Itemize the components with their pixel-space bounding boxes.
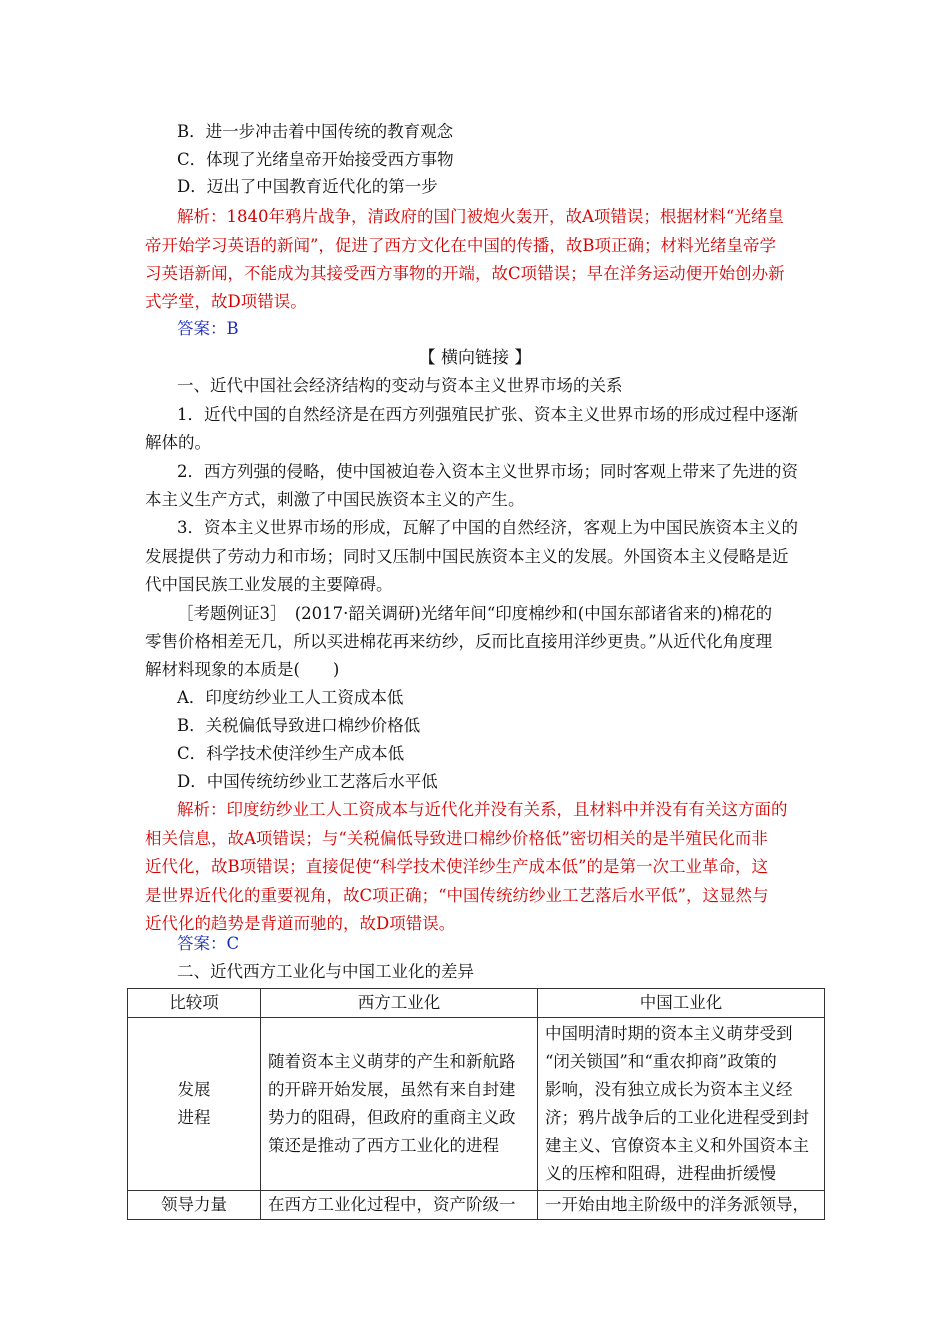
cell-line: 济；鸦片战争后的工业化进程受到封: [545, 1108, 809, 1127]
table-header-cell: 中国工业化: [538, 989, 825, 1018]
answer: 答案：C: [177, 934, 240, 953]
cell-line: 策还是推动了西方工业化的进程: [268, 1136, 499, 1155]
row-label: 领导力量: [128, 1191, 261, 1220]
table-cell-china: [538, 1018, 825, 1191]
table-header-cell: 西方工业化: [261, 989, 538, 1018]
analysis-line: 近代化，故B项错误；直接促使“科学技术使洋纱生产成本低”的是第一次工业革命，这: [145, 857, 768, 876]
table-cell-west: 在西方工业化过程中，资产阶级一: [261, 1191, 538, 1220]
paragraph-line: 3．资本主义世界市场的形成，瓦解了中国的自然经济，客观上为中国民族资本主义的: [177, 518, 798, 537]
analysis-line: 习英语新闻，不能成为其接受西方事物的开端，故C项错误；早在洋务运动便开始创办新: [145, 264, 785, 283]
row-label-line: 发展: [177, 1080, 211, 1099]
paragraph-line: 发展提供了劳动力和市场；同时又压制中国民族资本主义的发展。外国资本主义侵略是近: [145, 547, 789, 566]
cell-line: 中国明清时期的资本主义萌芽受到: [545, 1024, 793, 1043]
paragraph-line: 代中国民族工业发展的主要障碍。: [145, 575, 393, 594]
paragraph-line: 解体的。: [145, 433, 211, 452]
option-b: B．关税偏低导致进口棉纱价格低: [177, 716, 421, 735]
paragraph-line: 2．西方列强的侵略，使中国被迫卷入资本主义世界市场；同时客观上带来了先进的资: [177, 462, 798, 481]
cell-line: 势力的阻碍，但政府的重商主义政: [268, 1108, 516, 1127]
analysis-line: 式学堂，故D项错误。: [145, 292, 307, 311]
paragraph-line: 本主义生产方式，刺激了中国民族资本主义的产生。: [145, 490, 525, 509]
answer: 答案：B: [177, 319, 239, 338]
table-row: [128, 1191, 825, 1220]
analysis-line: 帝开始学习英语的新闻”，促进了西方文化在中国的传播，故B项正确；材料光绪皇帝学: [145, 236, 777, 255]
section-title: 一、近代中国社会经济结构的变动与资本主义世界市场的关系: [177, 376, 623, 395]
analysis-line: 解析：1840年鸦片战争，清政府的国门被炮火轰开，故A项错误；根据材料“光绪皇: [177, 207, 784, 226]
section-heading: 【 横向链接 】: [418, 348, 532, 368]
comparison-table: [127, 988, 825, 1220]
analysis-line: 解析：印度纺纱业工人工资成本与近代化并没有关系，且材料中并没有有关这方面的: [177, 800, 788, 819]
option-a: A．印度纺纱业工人工资成本低: [177, 688, 404, 707]
table-header-cell: 比较项: [128, 989, 261, 1018]
question-stem: ［考题例证3］ (2017·韶关调研)光绪年间“印度棉纱和(中国东部诸省来的)棉花的: [177, 604, 773, 623]
option-d: D．中国传统纺纱业工艺落后水平低: [177, 772, 438, 791]
paragraph-line: 1．近代中国的自然经济是在西方列强殖民扩张、资本主义世界市场的形成过程中逐渐: [177, 405, 798, 424]
cell-line: 义的压榨和阻碍，进程曲折缓慢: [545, 1164, 776, 1183]
analysis-line: 相关信息，故A项错误；与“关税偏低导致进口棉纱价格低”密切相关的是半殖民化而非: [145, 829, 768, 848]
cell-line: 建主义、官僚资本主义和外国资本主: [545, 1136, 809, 1155]
option-b: B．进一步冲击着中国传统的教育观念: [177, 122, 454, 141]
cell-line: “闭关锁国”和“重农抑商”政策的: [545, 1052, 777, 1071]
row-label-line: 进程: [177, 1108, 211, 1127]
analysis-line: 是世界近代化的重要视角，故C项正确；“中国传统纺纱业工艺落后水平低”，这显然与: [145, 886, 769, 905]
table-cell-west: [261, 1018, 538, 1191]
option-c: C．科学技术使洋纱生产成本低: [177, 744, 405, 763]
table-header-row: [128, 989, 825, 1018]
row-label: [128, 1018, 261, 1191]
section-title: 二、近代西方工业化与中国工业化的差异: [177, 962, 474, 981]
question-stem: 解材料现象的本质是( ): [145, 660, 340, 679]
analysis-line: 近代化的趋势是背道而驰的，故D项错误。: [145, 914, 456, 933]
cell-line: 影响，没有独立成长为资本主义经: [545, 1080, 793, 1099]
cell-line: 的开辟开始发展，虽然有来自封建: [268, 1080, 516, 1099]
table-cell-china: 一开始由地主阶级中的洋务派领导，: [538, 1191, 825, 1220]
question-stem: 零售价格相差无几，所以买进棉花再来纺纱，反而比直接用洋纱更贵。”从近代化角度理: [145, 632, 773, 651]
option-c: C．体现了光绪皇帝开始接受西方事物: [177, 150, 454, 169]
option-d: D．迈出了中国教育近代化的第一步: [177, 177, 438, 196]
table-row: [128, 1018, 825, 1191]
cell-line: 随着资本主义萌芽的产生和新航路: [268, 1052, 516, 1071]
